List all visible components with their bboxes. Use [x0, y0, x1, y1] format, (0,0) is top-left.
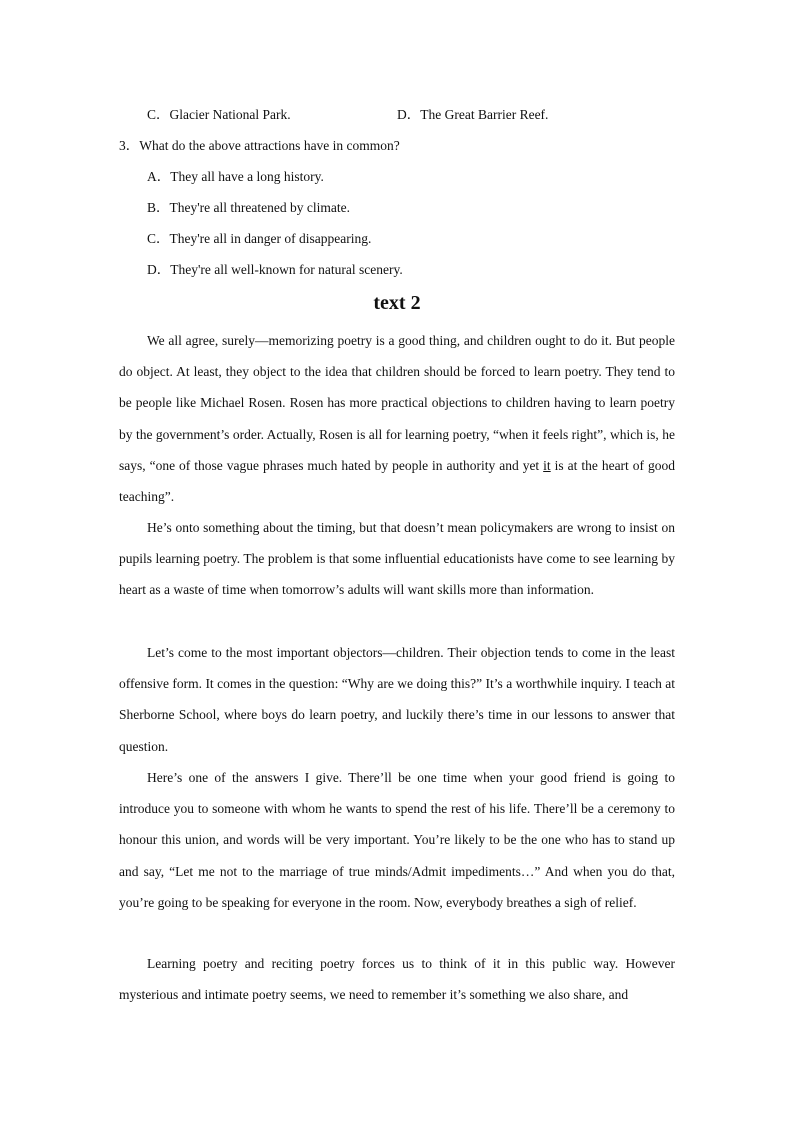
underlined-word: it	[543, 457, 551, 473]
question-3-option-b: B．They're all threatened by climate.	[147, 200, 350, 215]
paragraph-1	[119, 325, 675, 512]
paragraph-3: Let’s come to the most important objectors—children. Their objection tends to come in the least offensive form. It comes in the question: “Why are we doing this?” It’s a worthwhile inquiry. I teach at Sherborne School, where boys do learn poetry, and luckily there’s time in our lessons to answer that question.	[119, 645, 675, 754]
question-3-option-a: A．They all have a long history.	[147, 169, 324, 184]
paragraph-1-text-b: is at the heart of good teaching”.	[119, 457, 676, 505]
question-3-stem: 3．What do the above attractions have in common?	[119, 138, 400, 153]
option-d: D．The Great Barrier Reef.	[397, 107, 549, 122]
section-title: text 2	[373, 292, 421, 314]
option-c: C．Glacier National Park.	[147, 107, 291, 122]
paragraph-1-text-a: We all agree, surely—memorizing poetry is a good thing, and children ought to do it. But people do object. At least, they object to the idea that children should be forced to learn poetry. They tend to be people like Michael Rosen. Rosen has more practical objections to children having to learn poetry by the government’s order. Actually, Rosen is all for learning poetry, “when it feels right”, which is, he says, “one of those vague phrases much hated by people in authority and yet	[119, 333, 675, 473]
previous-question-options	[147, 103, 549, 123]
paragraph-2: He’s onto something about the timing, but that doesn’t mean policymakers are wrong to insist on pupils learning poetry. The problem is that some influential educationists have come to see learning by heart as a waste of time when tomorrow’s adults will want skills more than information.	[119, 520, 675, 598]
question-3-option-d: D．They're all well-known for natural scenery.	[147, 262, 403, 277]
question-3-option-c: C．They're all in danger of disappearing.	[147, 231, 372, 246]
paragraph-4: Here’s one of the answers I give. There’ll be one time when your good friend is going to introduce you to someone with whom he wants to spend the rest of his life. There’ll be a ceremony to honour this union, and words will be very important. You’re likely to be the one who has to stand up and say, “Let me not to the marriage of true minds/Admit impediments…” And when you do that, you’re going to be speaking for everyone in the room. Now, everybody breathes a sigh of relief.	[119, 770, 675, 910]
paragraph-5: Learning poetry and reciting poetry forces us to think of it in this public way. However mysterious and intimate poetry seems, we need to remember it’s something we also share, and	[119, 956, 675, 1003]
